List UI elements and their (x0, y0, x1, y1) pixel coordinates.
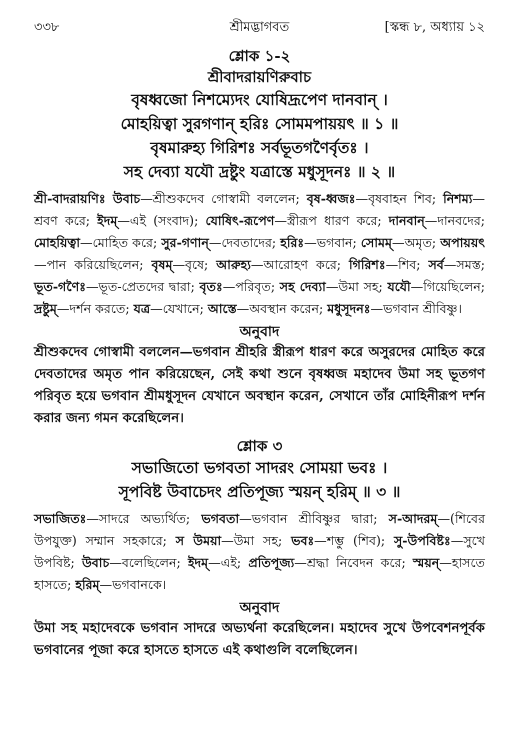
translation-3: উমা সহ মহাদেবকে ভগবান সাদরে অভ্যর্থনা করেছিলেন। মহাদেব সুখে উপবেশনপূর্বক ভগবানের পূজা করে হাসতে হাসতে এই কথাগুলি বলেছিলেন। (34, 621, 485, 658)
translation-heading: অনুবাদ (239, 600, 280, 616)
synonyms-3: সভাজিতঃ—সাদরে অভ্যর্থিত; ভগবতা—ভগবান শ্রীবিষ্ণুর দ্বারা; স-আদরম্—(শিবের উপযুক্ত) সম্মান সহকারে; স উময়া—উমা সহ; ভবঃ—শম্ভু (শিব); সু-উপবিষ্টঃ—সুখে উপবিষ্ট; উবাচ—বলেছিলেন; ইদম্—এই; প্রতিপূজ্য—শ্রদ্ধা নিবেদন করে; স্ময়ন্—হাসতে হাসতে; হরিম্—ভগবানকে। (34, 511, 486, 592)
page-number: ৩৩৮ (34, 20, 60, 35)
synonyms-1-2: শ্রী-বাদরায়ণিঃ উবাচ—শ্রীশুকদেব গোস্বামী বললেন; বৃষ-ধ্বজঃ—বৃষবাহন শিব; নিশম্য—শ্রবণ করে; ইদম্—এই (সংবাদ); যোষিৎ-রূপেণ—স্ত্রীরূপ ধারণ করে; দানবান্—দানবদের; মোহয়িত্বা—মোহিত করে; সুর-গণান্—দেবতাদের; হরিঃ—ভগবান; সোমম্—অমৃত; অপায়য়ৎ—পান করিয়েছিলেন; বৃষম্—বৃষে; আরুহ্য—আরোহণ করে; গিরিশঃ—শিব; সর্ব—সমস্ত; ভূত-গণৈঃ—ভূত-প্রেতদের দ্বারা; বৃতঃ—পরিবৃত; সহ দেব্যা—উমা সহ; যযৌ—গিয়েছিলেন; দ্রষ্টুম্—দর্শন করতে; যত্র—যেখানে; আস্তে—অবস্থান করেন; মধুসূদনঃ—ভগবান শ্রীবিষ্ণু। (34, 191, 486, 316)
verse-line: সহ দেব্যা যযৌ দ্রষ্টুং যত্রাস্তে মধুসূদনঃ ॥ ২ ॥ (123, 162, 396, 181)
verse-title: শ্লোক ১-২ (228, 47, 291, 65)
verse-3 (34, 436, 485, 504)
chapter-reference: [স্কন্ধ ৮, অধ্যায় ১২ (384, 20, 485, 35)
verse-line: বৃষমারুহ্য গিরিশঃ সর্বভূতগণৈর্বৃতঃ । (150, 138, 369, 157)
page-header (34, 18, 485, 40)
book-title: শ্রীমদ্ভাগবত (229, 20, 290, 35)
verse-title: শ্লোক ৩ (236, 437, 283, 455)
translation-1-2: শ্রীশুকদেব গোস্বামী বললেন—ভগবান শ্রীহরি স্ত্রীরূপ ধারণ করে অসুরদের মোহিত করে দেবতাদের অমৃত পান করিয়েছেন, সেই কথা শুনে বৃষধ্বজ মহাদেব উমা সহ ভূতগণ পরিবৃত হয়ে ভগবান শ্রীমধুসূদন যেখানে অবস্থান করেন, সেখানে তাঁর মোহিনীরূপ দর্শন করার জন্য গমন করেছিলেন। (34, 345, 485, 426)
translation-heading: অনুবাদ (239, 324, 280, 340)
verse-speaker: শ্রীবাদরায়ণিরুবাচ (207, 68, 312, 86)
verse-line: মোহয়িত্বা সুরগণান্ হরিঃ সোমমপায়য়ৎ ॥ ১ ॥ (120, 114, 399, 133)
verse-line: সূপবিষ্ট উবাচেদং প্রতিপূজ্য স্ময়ন্ হরিম্ ॥ ৩ ॥ (118, 482, 401, 501)
verse-line: বৃষধ্বজো নিশম্যেদং যোষিদ্রূপেণ দানবান্ । (131, 90, 388, 109)
verse-1-2 (34, 46, 485, 184)
verse-line: সভাজিতো ভগবতা সাদরং সোময়া ভবঃ । (131, 458, 388, 477)
